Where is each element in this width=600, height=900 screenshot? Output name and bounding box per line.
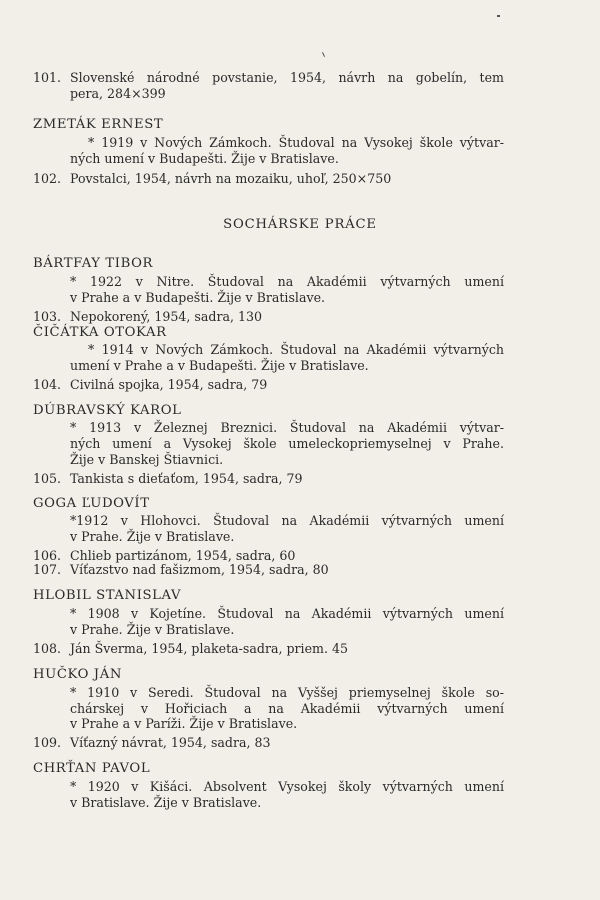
scan-speck xyxy=(322,52,325,57)
entry-text: Povstalci, 1954, návrh na mozaiku, uhoľ, 250×750 xyxy=(70,171,392,186)
artist-bio: v Prahe. Žije v Bratislave. xyxy=(70,529,235,544)
artist-name: ZMETÁK ERNEST xyxy=(33,117,164,132)
scan-speck xyxy=(497,15,500,17)
artist-bio: chárskej v Hořiciach a na Akadémii výtvarných umení xyxy=(70,701,504,716)
artist-name: BÁRTFAY TIBOR xyxy=(33,256,154,271)
artist-bio: v Prahe a v Paríži. Žije v Bratislave. xyxy=(70,716,298,731)
entry-text: Nepokorený, 1954, sadra, 130 xyxy=(70,309,263,324)
artist-bio: ných umení a Vysokej škole umeleckopriemyselnej v Prahe. xyxy=(70,436,504,451)
artist-bio: * 1910 v Seredi. Študoval na Vyššej priemyselnej škole so- xyxy=(70,685,504,700)
entry-text: Víťazstvo nad fašizmom, 1954, sadra, 80 xyxy=(70,562,329,577)
artist-name: GOGA ĽUDOVÍT xyxy=(33,496,150,511)
entry-number: 102. xyxy=(33,171,62,186)
artist-name: HUČKO JÁN xyxy=(33,667,122,682)
artist-bio: * 1919 v Nových Zámkoch. Študoval na Vysokej škole výtvar- xyxy=(88,135,504,150)
artist-bio: ných umení v Budapešti. Žije v Bratislave. xyxy=(70,151,339,166)
artist-bio: Žije v Banskej Štiavnici. xyxy=(70,452,224,467)
entry-number: 103. xyxy=(33,309,62,324)
entry-number: 105. xyxy=(33,471,62,486)
entry-number: 106. xyxy=(33,548,62,563)
artist-bio: * 1914 v Nových Zámkoch. Študoval na Akadémii výtvarných xyxy=(88,342,504,357)
artist-bio: * 1908 v Kojetíne. Študoval na Akadémii výtvarných umení xyxy=(70,606,504,621)
entry-text: Slovenské národné povstanie, 1954, návrh na gobelín, tem xyxy=(70,70,504,85)
artist-bio: v Prahe a v Budapešti. Žije v Bratislave. xyxy=(70,290,326,305)
entry-text: pera, 284×399 xyxy=(70,86,166,101)
artist-bio: * 1913 v Železnej Breznici. Študoval na Akadémii výtvar- xyxy=(70,420,504,435)
artist-bio: umení v Prahe a v Budapešti. Žije v Bratislave. xyxy=(70,358,369,373)
artist-bio: *1912 v Hlohovci. Študoval na Akadémii výtvarných umení xyxy=(70,513,504,528)
entry-text: Civilná spojka, 1954, sadra, 79 xyxy=(70,377,268,392)
entry-number: 109. xyxy=(33,735,62,750)
entry-number: 104. xyxy=(33,377,62,392)
entry-text: Víťazný návrat, 1954, sadra, 83 xyxy=(70,735,271,750)
entry-text: Ján Šverma, 1954, plaketa-sadra, priem. 45 xyxy=(70,641,349,656)
entry-number: 101. xyxy=(33,70,62,85)
artist-name: HLOBIL STANISLAV xyxy=(33,588,182,603)
artist-bio: * 1922 v Nitre. Študoval na Akadémii výtvarných umení xyxy=(70,274,504,289)
artist-bio: v Prahe. Žije v Bratislave. xyxy=(70,622,235,637)
entry-text: Tankista s dieťaťom, 1954, sadra, 79 xyxy=(70,471,303,486)
artist-bio: * 1920 v Kišáci. Absolvent Vysokej školy výtvarných umení xyxy=(70,779,504,794)
artist-name: CHRŤAN PAVOL xyxy=(33,761,151,776)
entry-number: 108. xyxy=(33,641,62,656)
section-title: SOCHÁRSKE PRÁCE xyxy=(223,217,377,232)
entry-text: Chlieb partizánom, 1954, sadra, 60 xyxy=(70,548,296,563)
artist-name: ČIČÁTKA OTOKAR xyxy=(33,325,167,340)
artist-name: DÚBRAVSKÝ KAROL xyxy=(33,403,182,418)
entry-number: 107. xyxy=(33,562,62,577)
artist-bio: v Bratislave. Žije v Bratislave. xyxy=(70,795,262,810)
